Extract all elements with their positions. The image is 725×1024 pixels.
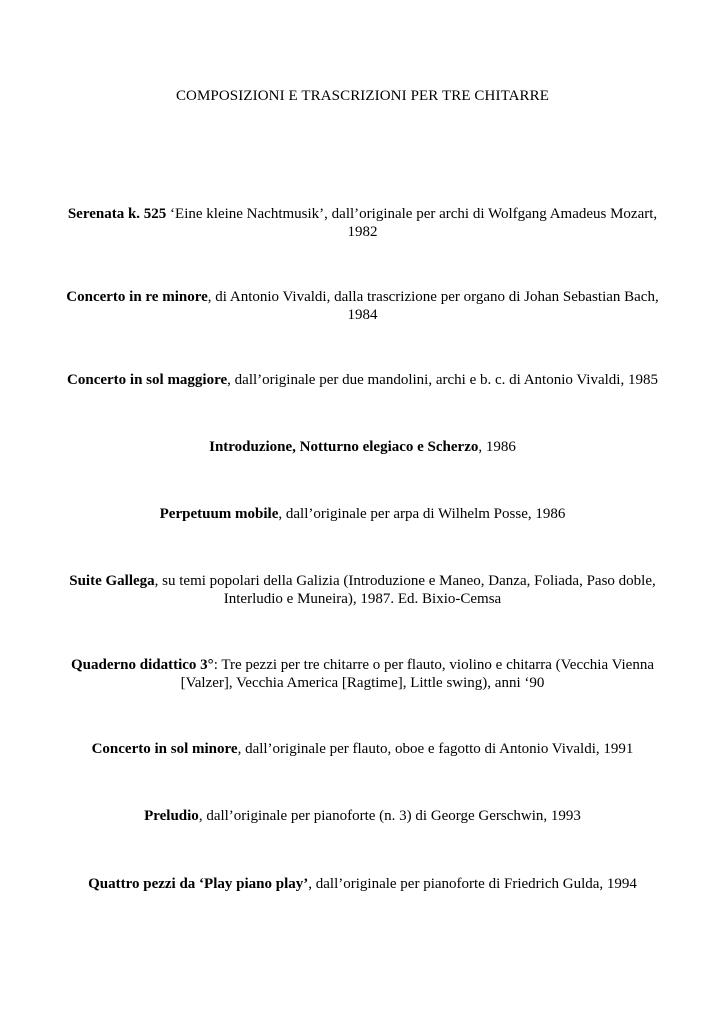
entry-title: Serenata k. 525 xyxy=(67,206,167,222)
entry-preludio xyxy=(60,807,665,825)
entry-quattro-pezzi xyxy=(60,875,665,893)
entry-title: Preludio xyxy=(144,808,199,824)
entry-title: Concerto in sol maggiore xyxy=(67,372,228,388)
entry-concerto-sol-minore xyxy=(60,740,665,758)
entry-perpetuum-mobile xyxy=(60,505,665,523)
entry-title: Quattro pezzi da ‘Play piano play’ xyxy=(88,876,309,892)
entry-title: Concerto in sol minore xyxy=(91,741,238,757)
entry-description: , dall’originale per pianoforte (n. 3) di George Gerschwin, 1993 xyxy=(198,808,581,824)
entry-title: Perpetuum mobile xyxy=(159,506,279,522)
entry-title: Concerto in re minore xyxy=(66,289,208,305)
entry-title: Suite Gallega xyxy=(69,573,155,589)
entry-description: , dall’originale per arpa di Wilhelm Posse, 1986 xyxy=(278,506,566,522)
entry-description: , su temi popolari della Galizia (Introduzione e Maneo, Danza, Foliada, Paso doble, Interludio e Muneira), 1987. Ed. Bixio-Cemsa xyxy=(154,573,656,607)
entry-concerto-sol-maggiore xyxy=(60,371,665,389)
entry-title: Introduzione, Notturno elegiaco e Scherzo xyxy=(209,439,479,455)
entry-description: , dall’originale per pianoforte di Friedrich Gulda, 1994 xyxy=(308,876,637,892)
entry-serenata xyxy=(60,205,665,241)
entry-introduzione xyxy=(60,438,665,456)
entry-description: , dall’originale per due mandolini, archi e b. c. di Antonio Vivaldi, 1985 xyxy=(227,372,658,388)
entry-title: Quaderno didattico 3° xyxy=(71,657,214,673)
entry-description: , dall’originale per flauto, oboe e fagotto di Antonio Vivaldi, 1991 xyxy=(237,741,634,757)
entry-description: : Tre pezzi per tre chitarre o per flauto, violino e chitarra (Vecchia Vienna [Valzer], Vecchia America [Ragtime], Little swing), anni ‘90 xyxy=(180,657,654,691)
entry-quaderno-didattico xyxy=(60,656,665,692)
entry-description: , 1986 xyxy=(478,439,516,455)
entry-concerto-re-minore xyxy=(60,288,665,324)
entry-description: , di Antonio Vivaldi, dalla trascrizione per organo di Johan Sebastian Bach, 1984 xyxy=(207,289,659,323)
entry-suite-gallega xyxy=(60,572,665,608)
document-title: COMPOSIZIONI E TRASCRIZIONI PER TRE CHITARRE xyxy=(175,88,550,104)
entry-description: ‘Eine kleine Nachtmusik’, dall’originale per archi di Wolfgang Amadeus Mozart, 1982 xyxy=(166,206,658,240)
